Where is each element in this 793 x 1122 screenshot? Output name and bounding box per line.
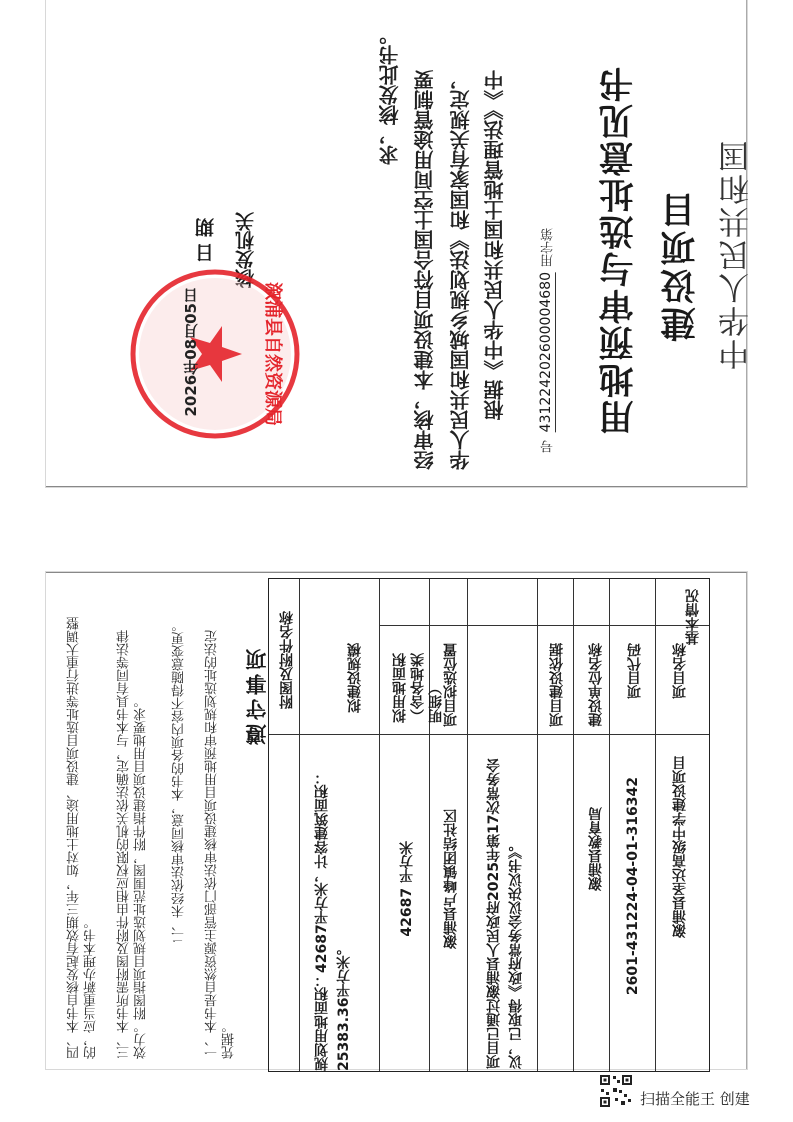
- certificate-cover-page: [46, 0, 755, 487]
- attachments-label: 附图及附件名称: [279, 611, 295, 709]
- row-label-project-name: 项目名称: [672, 643, 688, 699]
- doc-number-label: 用字第: [541, 228, 556, 267]
- note-item-2: 二、未经依法审核同意，本书的各项内容不得随意变更。: [172, 619, 187, 944]
- issuer-label: 核发机关: [235, 212, 257, 288]
- row-value-project-name: 溆浦县圣达高级中学建设项目: [672, 756, 688, 938]
- qr-code-icon: [599, 1074, 633, 1108]
- row-value-scale: 规划用地面积：42687平方米，计容建筑面积：25383.36平方米。: [314, 770, 352, 1071]
- seal-date: 2026年08月05日: [182, 288, 200, 417]
- certificate-detail-page: [46, 572, 747, 1069]
- title-line-1: 建设项目: [661, 190, 701, 342]
- doc-number-suffix: 号: [541, 440, 556, 453]
- row-label-project-code: 项目代码: [627, 643, 643, 699]
- date-label: 日 期: [195, 218, 217, 263]
- notes-title: 遵守事项: [245, 645, 269, 745]
- body-line-2: 华人民共和国城乡规划法》和国家有关规定，: [449, 70, 473, 470]
- doc-number: 431224202600004680: [538, 272, 554, 433]
- country-heading: 中华人民共和国: [719, 139, 755, 370]
- row-value-basis: 项目已通过溆浦县人民政府2025年第17次常务会议，已取得《政府常务会议决议书》。: [486, 758, 524, 1069]
- project-info-table: [268, 578, 710, 1072]
- note-item-4: 四、本书自核发起有效期三年，如对土地用途、建设项目选址等进行重大调整的，应当重新办理本书。: [67, 617, 99, 1059]
- row-value-location: 溆浦县卢峰镇团结社区: [443, 809, 459, 949]
- section-label: 基本情况: [685, 589, 701, 645]
- row-label-builder: 建设单位名称: [588, 643, 604, 727]
- row-label-area: 拟用地面积（含各地类明细）: [392, 653, 444, 723]
- row-value-builder: 溆浦县教育局: [588, 807, 604, 891]
- official-seal: [126, 265, 304, 443]
- row-value-area: 42687 平方米: [399, 841, 415, 937]
- note-item-1: 一、本书是自然资源主管部门依法审核建设项目用地预审和规划选址的法定凭据。: [205, 630, 237, 1059]
- body-line-3: 经审核，本建设项目符合国土空间用途管制要: [413, 70, 437, 470]
- row-label-location: 项目拟选位置: [443, 643, 459, 727]
- note-item-3: 三、本书所需附图及附件由相应权限的机关依法确定，与本书具有同等法律效力。附图指项目规划选址范围图，附件指建设项目用地要求。: [117, 630, 149, 1059]
- svg-text:溆浦县自然资源局: 溆浦县自然资源局: [262, 282, 283, 426]
- row-value-project-code: 2601-431224-04-01-316342: [625, 777, 641, 996]
- scanner-watermark: 扫描全能王 创建: [640, 1090, 750, 1108]
- title-line-2: 用地预审与选址意见书: [599, 65, 639, 435]
- body-line-4: 求，核发此书。: [378, 25, 402, 165]
- row-label-scale: 拟建设规模: [347, 643, 363, 713]
- body-line-1: 根据《中华人民共和国土地管理法》《中: [483, 70, 507, 420]
- row-label-basis: 项目建设依据: [549, 643, 565, 727]
